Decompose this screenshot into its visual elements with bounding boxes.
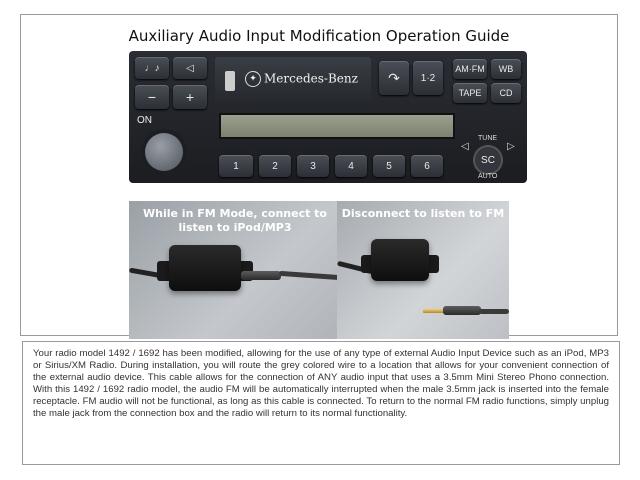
photo-disconnected [337, 201, 509, 339]
photo-left-caption-line1: While in FM Mode, connect to [143, 207, 327, 220]
grey-cable [479, 309, 509, 314]
guide-title: Auxiliary Audio Input Modification Operation Guide [128, 27, 510, 45]
connection-box [169, 245, 241, 291]
preset-button-5: 5 [373, 155, 405, 177]
cassette-door [215, 57, 371, 103]
preset-button-3: 3 [297, 155, 329, 177]
photo-connected [129, 201, 341, 339]
mercedes-star-icon: ✦ [245, 71, 261, 87]
cassette-slot [225, 71, 235, 91]
auto-label: AUTO [478, 173, 498, 180]
preset-button-4: 4 [335, 155, 367, 177]
grey-cable [279, 271, 341, 280]
jack-plug [443, 306, 481, 315]
tune-left-arrow-icon: ◁ [461, 141, 469, 152]
radio-button-am-fm: AM·FM [453, 59, 487, 79]
radio-photo [129, 51, 527, 183]
description-panel [22, 341, 620, 465]
photo-left-caption-line2: listen to iPod/MP3 [178, 221, 292, 234]
tune-right-arrow-icon: ▷ [507, 141, 515, 152]
radio-button-top-left-2: ◁ [173, 57, 207, 79]
brand-text: Mercedes-Benz [264, 71, 358, 86]
lcd-display [219, 113, 455, 139]
volume-knob [145, 133, 183, 171]
tune-label: TUNE [478, 135, 498, 142]
radio-button-sc: SC [475, 147, 501, 173]
brand-label [245, 71, 358, 87]
radio-button-plus: + [173, 85, 207, 109]
radio-button-one-two: 1·2 [413, 61, 443, 95]
radio-button-tape: TAPE [453, 83, 487, 103]
radio-button-minus: − [135, 85, 169, 109]
photo-right-caption: Disconnect to listen to FM [341, 207, 505, 220]
radio-button-arrow: ↷ [379, 61, 409, 95]
connection-box [371, 239, 429, 281]
description-text: Your radio model 1492 / 1692 has been modified, allowing for the use of any type of external Audio Input Device such as an iPod, MP3 or Sirius/XM Radio. During installation, you will route the grey colored wire to a location that allows for your convenient connection of the external audio device. This cable allows for the connection of ANY audio input that uses a 3.5mm Mini Stereo Phono connection. With this 1492 / 1692 radio model, the audio FM will be automatically interrupted when the male 3.5mm jack is inserted into the female receptacle. FM audio will not be functional, as long as this cable is connected. To return to the normal FM radio functions, simply unplug the male jack from the connection box and the radio will return to its normal functionality. [33, 348, 609, 419]
radio-button-top-left: ♩♪ [135, 57, 169, 79]
preset-button-1: 1 [219, 155, 253, 177]
preset-button-2: 2 [259, 155, 291, 177]
radio-button-wb: WB [491, 59, 521, 79]
preset-button-6: 6 [411, 155, 443, 177]
jack-plug [241, 271, 281, 280]
radio-button-cd: CD [491, 83, 521, 103]
on-label: ON [137, 115, 152, 126]
jack-tip [423, 309, 445, 313]
guide-panel [20, 14, 618, 336]
